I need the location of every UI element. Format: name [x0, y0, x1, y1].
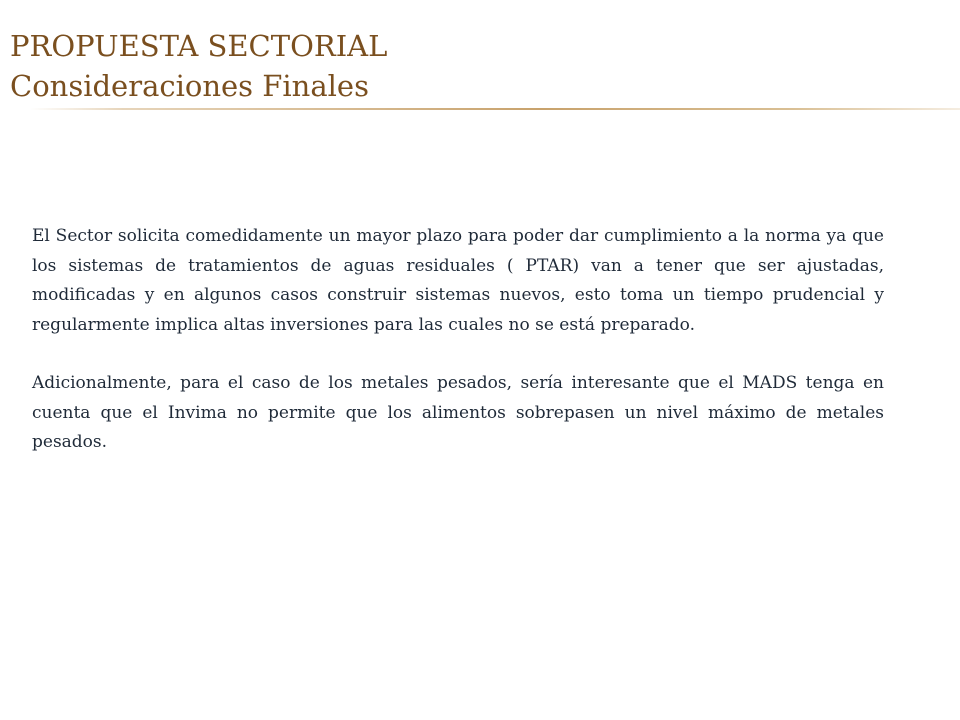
paragraph-heavy-metals: Adicionalmente, para el caso de los metales pesados, sería interesante que el MADS tenga en cuenta que el Invima no permite que los alimentos sobrepasen un nivel máximo de metales pesados.	[32, 373, 884, 452]
body-content	[32, 222, 884, 458]
slide-title	[10, 26, 387, 106]
title-divider	[30, 108, 960, 110]
paragraph-request-deadline: El Sector solicita comedidamente un mayor plazo para poder dar cumplimiento a la norma ya que los sistemas de tratamientos de aguas residuales ( PTAR) van a tener que ser ajustadas, modificadas y en algunos casos construir sistemas nuevos, esto toma un tiempo prudencial y regularmente implica altas inversiones para las cuales no se está preparado.	[32, 226, 884, 335]
title-line-main: PROPUESTA SECTORIAL	[10, 29, 388, 63]
title-line-subtitle: Consideraciones Finales	[10, 69, 369, 103]
